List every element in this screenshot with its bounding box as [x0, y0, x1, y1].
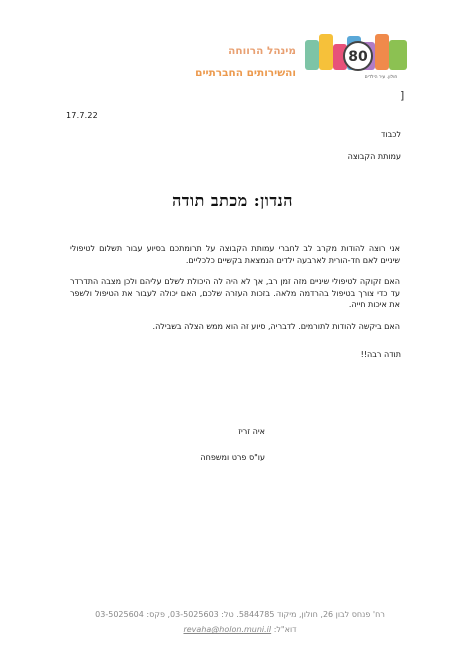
email-link[interactable]: revaha@holon.muni.il: [183, 625, 272, 634]
footer-address: רח' פנחס לבון 26, חולון, מיקוד 5844785. טל: 03-5025603, פקס: 03-5025604: [95, 610, 385, 619]
logo-tagline: חולון. עיר הילדים: [364, 75, 398, 80]
signer-role: עו"ס פרט ומשפחה: [200, 453, 265, 462]
svg-text:80: 80: [348, 49, 368, 65]
body-paragraph-1: אני רוצה להודות מקרב לב לחברי עמותת הקבוצה על תרומתכם בסיוע עבור תשלום לטיפולי שיניים לאם חד-הורית לארבעה ילדים הנמצאת בקשיים כלכליים.: [70, 244, 400, 265]
recipient: עמותת הקבוצה: [347, 152, 401, 161]
letter-subject: הנדון: מכתב תודה: [172, 191, 293, 210]
department-line2: והשירותים החברתיים: [195, 67, 296, 79]
department-line1: מינהל הרווחה: [228, 45, 296, 57]
email-label: דוא"ל:: [273, 625, 297, 634]
body-paragraph-3: האם ביקשה להודות לתורמים. לדבריה, סיוע זה הוא ממש הצלה בשבילה.: [152, 321, 400, 331]
body-paragraph-2: האם זקוקה לטיפולי שיניים מזה זמן רב, אך לא היה לה היכולת לשלם עליהם ולכן מצבה התדרדר עד כדי צורך בטיפול בהרדמה מלאה. בזכות העזרה שלכם, האם יכולה לעבור את הטיפול ולשפר את איכות חייה.: [70, 277, 400, 309]
signer-name: איה זריז: [238, 427, 265, 436]
letter-body: [70, 243, 400, 342]
department-title: [178, 40, 296, 84]
closing-thanks: תודה רבה!!: [360, 350, 401, 359]
letter-date: 17.7.22: [66, 111, 98, 120]
corner-mark: ]: [400, 89, 405, 102]
footer-email-line: [40, 625, 440, 634]
salutation: לכבוד: [381, 130, 401, 139]
